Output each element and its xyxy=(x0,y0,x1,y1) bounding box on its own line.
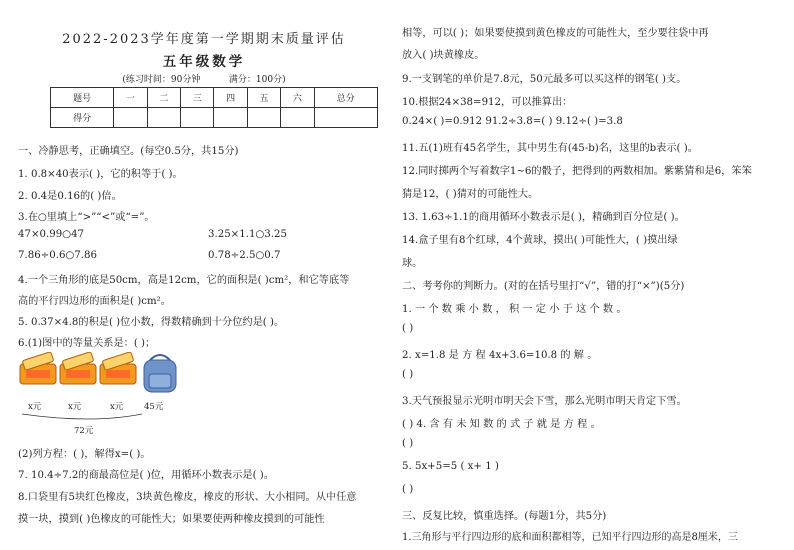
judge-2: 2. x=1.8 是 方 程 4x+3.6=10.8 的 解 。 xyxy=(402,350,598,361)
score-cell: 三 xyxy=(181,88,214,108)
score-cell: 题号 xyxy=(51,88,114,108)
judge-5-parens[interactable]: ( ) xyxy=(402,484,414,495)
question-4-line1: 4.一个三角形的底是50cm，高是12cm，它的面积是( )cm²，和它等底等 xyxy=(18,275,350,286)
question-10-items: 0.24×( )=0.912 91.2÷3.8=( ) 9.12÷( )=3.8 xyxy=(402,116,623,127)
score-table xyxy=(50,87,378,128)
question-12-line2: 猜是12，( )猜对的可能性大。 xyxy=(402,189,539,200)
question-9: 9.一支钢笔的单价是7.8元，50元最多可以买这样的钢笔( )支。 xyxy=(402,74,687,85)
score-input-cell[interactable] xyxy=(314,108,377,128)
question-5: 5. 0.37×4.8的积是( )位小数，得数精确到十分位约是( )。 xyxy=(18,317,285,328)
question-12-line1: 12.同时掷两个写着数字1~6的骰子，把得到的两数相加。紫紫猜和是6，笨笨 xyxy=(402,166,752,177)
judge-5: 5. 5x+5=5 ( x+ 1 ) xyxy=(402,461,499,472)
question-6-part2: (2)列方程：( )，解得x=( )。 xyxy=(18,449,151,460)
question-1: 1. 0.8×40表示( )，它的积等于( )。 xyxy=(18,169,183,180)
price-label-pencil-case: x元 xyxy=(28,402,42,412)
score-input-cell[interactable] xyxy=(281,108,314,128)
price-label-pencil-case: x元 xyxy=(110,402,124,412)
question-8-line4: 放入( )块黄橡皮。 xyxy=(402,50,485,61)
exam-subtitle: 五年级数学 xyxy=(162,54,246,70)
question-3a: 47×0.99○47 xyxy=(18,229,85,240)
score-table-header-row xyxy=(51,88,378,108)
total-brace xyxy=(22,414,142,419)
question-8-line3: 相等，可以( )；如果要使摸到黄色橡皮的可能性大，至少要往袋中再 xyxy=(402,28,709,39)
score-input-cell[interactable] xyxy=(247,108,280,128)
pencil-case-icon xyxy=(20,352,56,384)
question-11: 11.五(1)班有45名学生，其中男生有(45-b)名，这里的b表示( )。 xyxy=(402,143,698,154)
judge-3-4[interactable]: ( ) 4. 含 有 未 知 数 的 式 子 就 是 方 程 。 xyxy=(402,419,601,430)
question-13: 13. 1.63÷1.1的商用循环小数表示是( )，精确到百分位是( )。 xyxy=(402,212,685,223)
question-8-line1: 8.口袋里有5块红色橡皮，3块黄色橡皮，橡皮的形状、大小相同。从中任意 xyxy=(18,492,357,503)
question-4-line2: 高的平行四边形的面积是( )cm²。 xyxy=(18,296,171,307)
score-cell: 得分 xyxy=(51,108,114,128)
exam-title: 2022-2023学年度第一学期期末质量评估 xyxy=(62,32,346,47)
judge-2-parens[interactable]: ( ) xyxy=(402,369,414,380)
section-heading-fill: 一、冷静思考，正确填空。(每空0.5分，共15分) xyxy=(18,146,239,157)
score-cell: 总分 xyxy=(314,88,377,108)
question-7: 7. 10.4÷7.2的商最高位是( )位，用循环小数表示是( )。 xyxy=(18,470,274,481)
score-cell: 五 xyxy=(247,88,280,108)
score-input-cell[interactable] xyxy=(214,108,247,128)
score-input-cell[interactable] xyxy=(181,108,214,128)
question-3c: 7.86÷0.6○7.86 xyxy=(18,250,97,261)
score-cell: 二 xyxy=(147,88,180,108)
question-8-line2: 摸一块，摸到( )色橡皮的可能性大；如果要使两种橡皮摸到的可能性 xyxy=(18,514,325,525)
price-label-backpack: 45元 xyxy=(144,402,164,412)
judge-1: 1. 一 个 数 乘 小 数 ， 积 一 定 小 于 这 个 数 。 xyxy=(402,304,627,315)
judge-4-parens[interactable]: ( ) xyxy=(402,438,414,449)
question-2: 2. 0.4是0.16的( )倍。 xyxy=(18,191,122,202)
score-cell: 四 xyxy=(214,88,247,108)
score-table-score-row xyxy=(51,108,378,128)
price-figure-drawing xyxy=(18,352,218,438)
score-input-cell[interactable] xyxy=(147,108,180,128)
price-figure xyxy=(18,352,218,438)
exam-meta: (练习时间：90分钟 满分：100分) xyxy=(122,75,286,85)
pencil-case-icon xyxy=(60,352,96,384)
choice-1-line1: 1.三角形与平行四边形的底和面积都相等，已知平行四边形的高是8厘米，三 xyxy=(402,532,738,543)
price-label-total: 72元 xyxy=(74,426,94,436)
price-label-pencil-case: x元 xyxy=(68,402,82,412)
question-14-line2: 球。 xyxy=(402,258,423,269)
score-input-cell[interactable] xyxy=(114,108,147,128)
judge-1-parens[interactable]: ( ) xyxy=(402,323,414,334)
left-column xyxy=(18,0,390,550)
judge-3: 3.天气预报显示光明市明天会下雪，那么光明市明天肯定下雪。 xyxy=(402,396,687,407)
backpack-icon xyxy=(144,355,176,392)
question-10: 10.根据24×38=912，可以推算出： xyxy=(402,97,573,108)
question-3b: 3.25×1.1○3.25 xyxy=(208,229,287,240)
pencil-case-icon xyxy=(100,352,136,384)
question-6: 6.(1)图中的等量关系是：( )； xyxy=(18,338,156,349)
right-column xyxy=(402,0,778,550)
score-cell: 一 xyxy=(114,88,147,108)
score-cell: 六 xyxy=(281,88,314,108)
question-14-line1: 14.盒子里有8个红球，4个黄球，摸出( )可能性大，( )摸出绿 xyxy=(402,235,678,246)
section-heading-choice: 三、反复比较，慎重选择。(每题1分，共5分) xyxy=(402,511,607,522)
question-3: 3.在○里填上“>”“<”或“=”。 xyxy=(18,212,155,223)
section-heading-judge: 二、考考你的判断力。(对的在括号里打“√”，错的打“×”)(5分) xyxy=(402,281,685,292)
question-3d: 0.78÷2.5○0.7 xyxy=(208,250,281,261)
